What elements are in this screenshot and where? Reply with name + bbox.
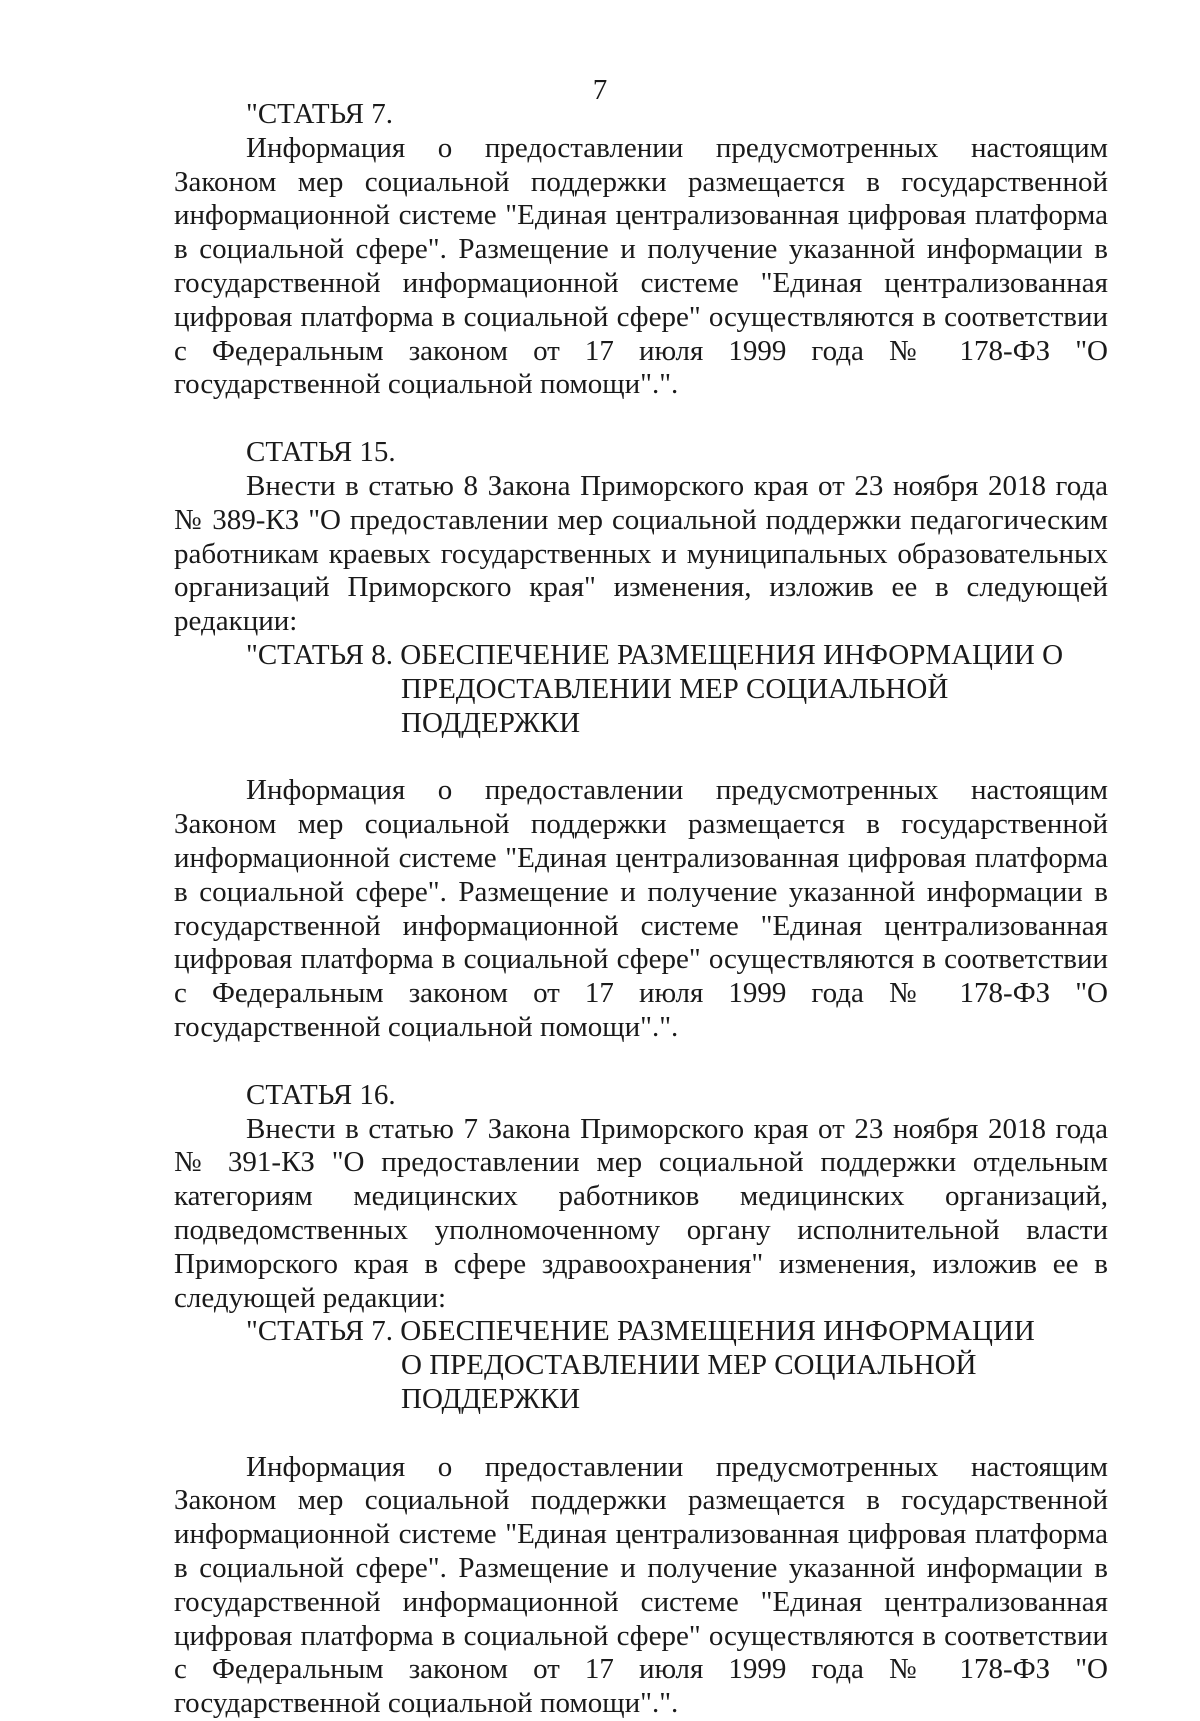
title-line: ПОДДЕРЖКИ <box>401 1382 581 1415</box>
page-number: 7 <box>592 74 608 106</box>
spacer <box>174 1045 1108 1079</box>
title-line: О ПРЕДОСТАВЛЕНИИ МЕР СОЦИАЛЬНОЙ <box>401 1349 977 1382</box>
article-7-heading: "СТАТЬЯ 7. <box>246 98 394 130</box>
article-16-heading: СТАТЬЯ 16. <box>246 1078 396 1111</box>
spacer <box>174 740 1108 774</box>
article-16-body: Информация о предоставлении предусмотренных настоящим Законом мер социальной поддержки размещается в государственной информационной системе "Единая централизованная цифровая платформа в социальной сфере". Размещение и получение указанной информации в государственной информационной системе "Единая централизованная цифровая платформа в социальной сфере" осуществляются в соответствии с Федеральным законом от 17 июля 1999 года № 178-ФЗ "О государственной социальной помощи".". <box>174 1450 1108 1720</box>
title-line: ПОДДЕРЖКИ <box>401 706 581 739</box>
spacer <box>174 1417 1108 1451</box>
title-line: "СТАТЬЯ 7. ОБЕСПЕЧЕНИЕ РАЗМЕЩЕНИЯ ИНФОРМАЦИИ <box>246 1315 1035 1348</box>
article-16-new-title <box>174 1315 1108 1416</box>
spacer <box>174 402 1108 436</box>
article-16-paragraph: Внести в статью 7 Закона Приморского края от 23 ноября 2018 года № 391-КЗ "О предоставлении мер социальной поддержки отдельным категориям медицинских работников медицинских организаций, подведомственных уполномоченному органу исполнительной власти Приморского края в сфере здравоохранения" изменения, изложив ее в следующей редакции: <box>174 1112 1108 1314</box>
article-15-paragraph: Внести в статью 8 Закона Приморского края от 23 ноября 2018 года № 389-КЗ "О предоставлении мер социальной поддержки педагогическим работникам краевых государственных и муниципальных образовательных организаций Приморского края" изменения, изложив ее в следующей редакции: <box>174 469 1108 638</box>
article-15-new-title <box>174 639 1108 740</box>
title-line: ПРЕДОСТАВЛЕНИИ МЕР СОЦИАЛЬНОЙ <box>401 672 949 705</box>
article-7-paragraph: Информация о предоставлении предусмотренных настоящим Законом мер социальной поддержки размещается в государственной информационной системе "Единая централизованная цифровая платформа в социальной сфере". Размещение и получение указанной информации в государственной информационной системе "Единая централизованная цифровая платформа в социальной сфере" осуществляются в соответствии с Федеральным законом от 17 июля 1999 года № 178-ФЗ "О государственной социальной помощи".". <box>174 131 1108 401</box>
document-body <box>174 98 1108 1721</box>
article-15-body: Информация о предоставлении предусмотренных настоящим Законом мер социальной поддержки размещается в государственной информационной системе "Единая централизованная цифровая платформа в социальной сфере". Размещение и получение указанной информации в государственной информационной системе "Единая централизованная цифровая платформа в социальной сфере" осуществляются в соответствии с Федеральным законом от 17 июля 1999 года № 178-ФЗ "О государственной социальной помощи".". <box>174 774 1108 1043</box>
article-15-heading: СТАТЬЯ 15. <box>246 436 396 469</box>
title-line: "СТАТЬЯ 8. ОБЕСПЕЧЕНИЕ РАЗМЕЩЕНИЯ ИНФОРМАЦИИ О <box>246 638 1064 671</box>
